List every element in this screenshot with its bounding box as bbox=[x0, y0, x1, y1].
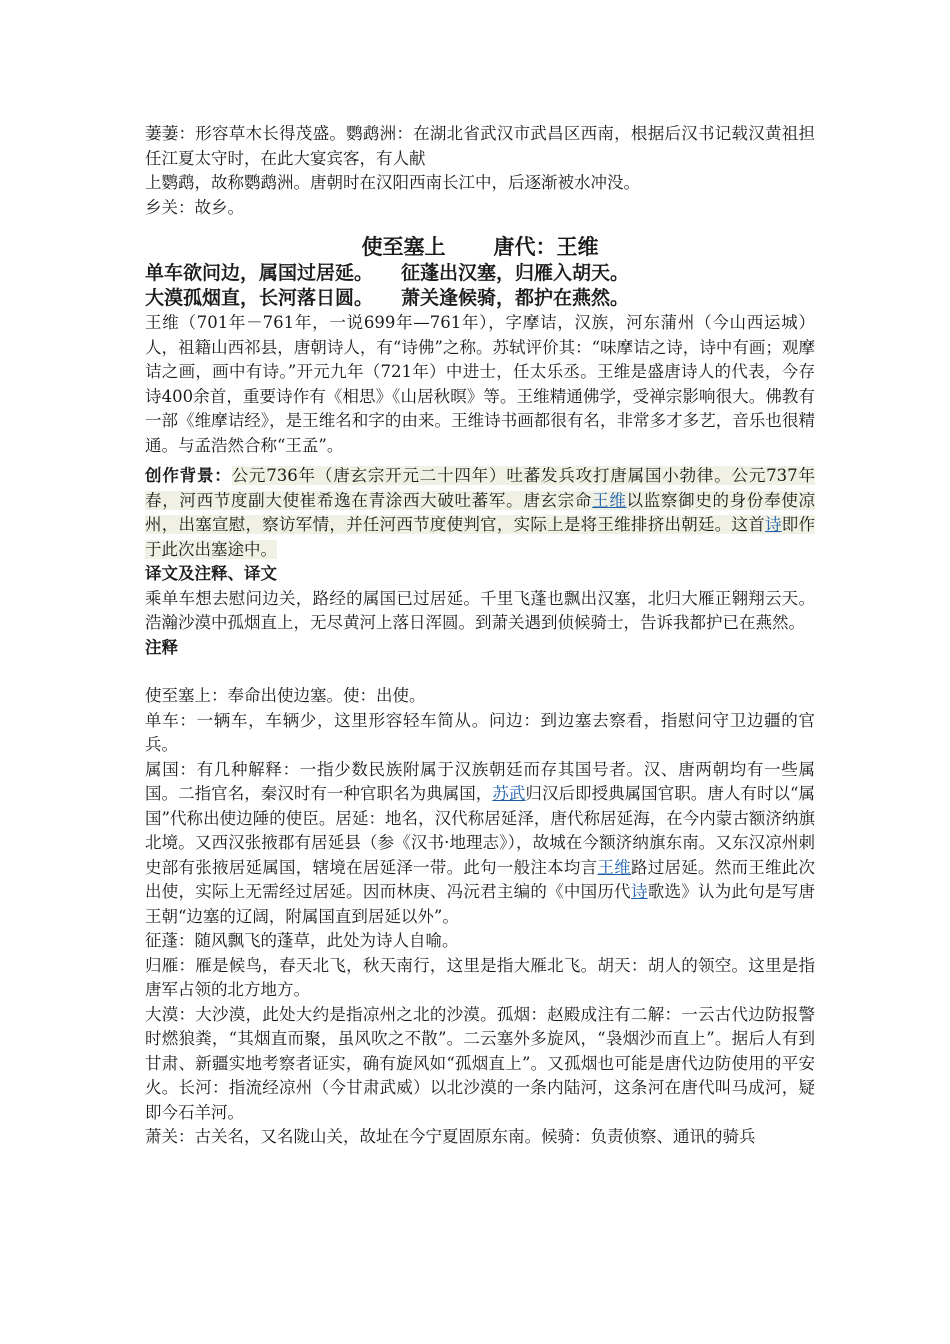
link-wangwei[interactable]: 王维 bbox=[592, 490, 627, 510]
note-3-text-b: 归汉后即授典属国官职。唐人有时以“属国”代称出使边陲的使臣。居延：地名，汉代称居延泽，唐代称居延海，在今内蒙古额济纳旗北境。又西汉张掖郡有居延县（参《汉书·地理志》），故城在今额济纳旗东南。又东汉凉州刺史部有张掖居延属国，辖境在居延泽一带。此句一般注本均言 bbox=[145, 784, 816, 877]
prev-note-line-2: 上鹦鹉，故称鹦鹉洲。唐朝时在汉阳西南长江中，后逐渐被水冲没。 bbox=[145, 173, 640, 192]
poem-verse-1 bbox=[145, 261, 815, 286]
note-3-text-d: 歌选》认为此句是写唐王朝“边塞的辽阔，附属国直到居延以外”。 bbox=[145, 882, 816, 926]
note-3-text-a: 属国：有几种解释：一指少数民族附属于汉族朝廷而存其国号者。汉、唐两朝均有一些属国。二指官名，秦汉时有一种官职名为典属国， bbox=[145, 759, 815, 803]
note-3-text-c: 路过居延。然而王维此次出使，实际上无需经过居延。因而林庚、冯沅君主编的《中国历代 bbox=[145, 857, 816, 901]
link-wangwei-2[interactable]: 王维 bbox=[597, 857, 631, 877]
note-3 bbox=[145, 758, 815, 930]
notes-heading: 注释 bbox=[145, 637, 178, 657]
link-poem[interactable]: 诗 bbox=[765, 515, 782, 534]
note-2: 单车：一辆车，车辆少，这里形容轻车简从。问边：到边塞去察看，指慰问守卫边疆的官兵。 bbox=[145, 710, 815, 754]
note-7: 萧关：古关名，又名陇山关，故址在今宁夏固原东南。候骑：负责侦察、通讯的骑兵 bbox=[145, 1127, 756, 1146]
creation-background bbox=[145, 464, 815, 562]
author-bio: 王维（701年－761年，一说699年—761年），字摩诘，汉族，河东蒲州（今山西运城）人，祖籍山西祁县，唐朝诗人，有“诗佛”之称。苏轼评价其：“味摩诘之诗，诗中有画；观摩诘之画，画中有诗。”开元九年（721年）中进士，任太乐丞。王维是盛唐诗人的代表，今存诗400余首，重要诗作有《相思》《山居秋暝》等。王维精通佛学，受禅宗影响很大。佛教有一部《维摩诘经》，是王维名和字的由来。王维诗书画都很有名，非常多才多艺，音乐也很精通。与孟浩然合称“王孟”。 bbox=[145, 313, 815, 455]
verse-2b: 萧关逢候骑，都护在燕然。 bbox=[401, 287, 630, 309]
poem-title bbox=[145, 234, 815, 261]
verse-1b: 征蓬出汉塞，归雁入胡天。 bbox=[401, 262, 630, 284]
verse-1a: 单车欲问边，属国过居延。 bbox=[145, 262, 374, 284]
poem-author: 唐代：王维 bbox=[493, 235, 599, 259]
prev-note-line-1: 萋萋：形容草木长得茂盛。鹦鹉洲：在湖北省武汉市武昌区西南，根据后汉书记载汉黄祖担任江夏太守时，在此大宴宾客，有人献 bbox=[145, 124, 815, 168]
note-4: 征蓬：随风飘飞的蓬草，此处为诗人自喻。 bbox=[145, 931, 459, 950]
spacer bbox=[145, 660, 815, 684]
prev-note-line-3: 乡关：故乡。 bbox=[145, 197, 244, 217]
poem-title-text: 使至塞上 bbox=[361, 235, 446, 259]
link-poem-2[interactable]: 诗 bbox=[630, 882, 648, 901]
background-text-1: 公元736年（唐玄宗开元二十四年）吐蕃发兵攻打唐属国小勃律。公元737年春，河西节度副大使崔希逸在青涂西大破吐蕃军。唐玄宗命 bbox=[145, 466, 815, 510]
verse-2a: 大漠孤烟直，长河落日圆。 bbox=[145, 287, 374, 309]
link-suwu[interactable]: 苏武 bbox=[492, 784, 526, 803]
poem-verse-2 bbox=[145, 286, 815, 311]
background-text-3: 即作于此次出塞途中。 bbox=[145, 515, 816, 559]
document-body bbox=[145, 122, 815, 1150]
translation-heading: 译文及注释、译文 bbox=[145, 564, 277, 583]
background-text-2: 以监察御史的身份奉使凉州，出塞宣慰，察访军情，并任河西节度使判官，实际上是将王维排挤出朝廷。这首 bbox=[145, 490, 816, 534]
note-6: 大漠：大沙漠，此处大约是指凉州之北的沙漠。孤烟：赵殿成注有二解：一云古代边防报警时燃狼粪，“其烟直而聚，虽风吹之不散”。二云塞外多旋风，“袅烟沙而直上”。据后人有到甘肃、新疆实地考察者证实，确有旋风如“孤烟直上”。又孤烟也可能是唐代边防使用的平安火。长河：指流经凉州（今甘肃武威）以北沙漠的一条内陆河，这条河在唐代叫马成河，疑即今石羊河。 bbox=[145, 1004, 815, 1122]
background-label: 创作背景： bbox=[145, 466, 232, 485]
translation-text: 乘单车想去慰问边关，路经的属国已过居延。千里飞蓬也飘出汉塞，北归大雁正翱翔云天。浩瀚沙漠中孤烟直上，无尽黄河上落日浑圆。到萧关遇到侦候骑士，告诉我都护已在燕然。 bbox=[145, 588, 815, 632]
note-5: 归雁：雁是候鸟，春天北飞，秋天南行，这里是指大雁北飞。胡天：胡人的领空。这里是指唐军占领的北方地方。 bbox=[145, 955, 815, 999]
note-1: 使至塞上：奉命出使边塞。使：出使。 bbox=[145, 686, 426, 705]
